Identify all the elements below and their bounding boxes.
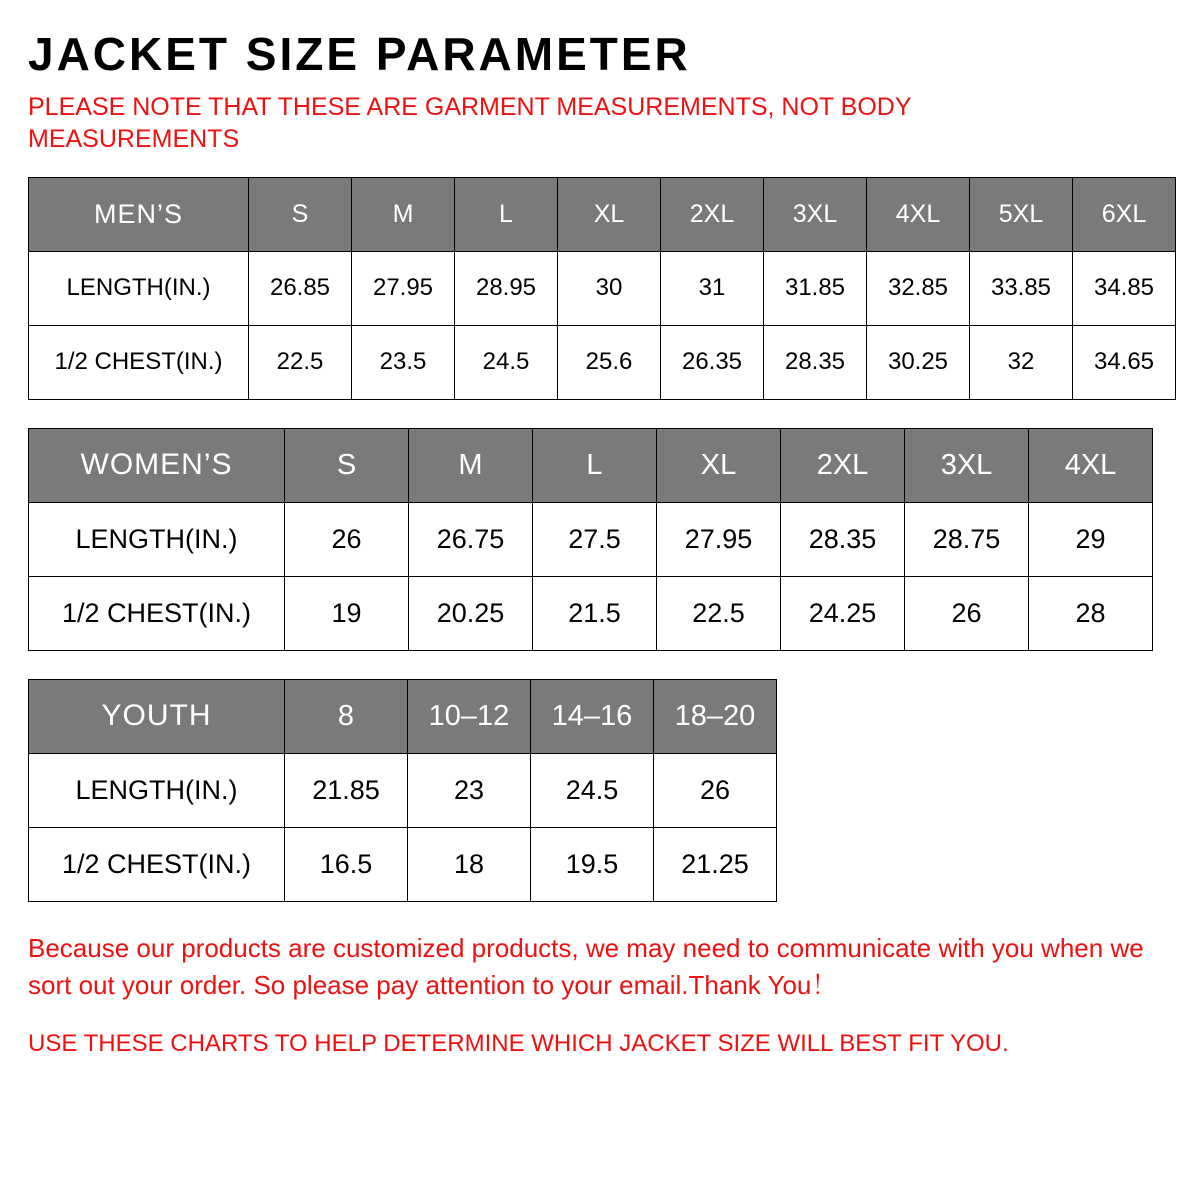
size-header: 10–12 bbox=[408, 679, 531, 753]
customization-notice: Because our products are customized products, we may need to communicate with you when we sort out your order. So please pay attention to your email.Thank You！ bbox=[28, 932, 1144, 1001]
measurement-cell: 26 bbox=[905, 576, 1029, 650]
womens-table-label: WOMEN’S bbox=[29, 428, 285, 502]
table-header-row bbox=[29, 679, 777, 753]
measurement-cell: 28 bbox=[1029, 576, 1153, 650]
measurement-cell: 28.35 bbox=[764, 325, 867, 399]
measurement-cell: 19.5 bbox=[531, 827, 654, 901]
measurement-cell: 26 bbox=[285, 502, 409, 576]
measurement-cell: 31.85 bbox=[764, 251, 867, 325]
table-header-row bbox=[29, 177, 1176, 251]
table-row bbox=[29, 251, 1176, 325]
mens-table-label: MEN’S bbox=[29, 177, 249, 251]
measurement-cell: 26.75 bbox=[409, 502, 533, 576]
measurement-cell: 23.5 bbox=[352, 325, 455, 399]
size-header: M bbox=[352, 177, 455, 251]
measurement-cell: 34.65 bbox=[1073, 325, 1176, 399]
size-header: 6XL bbox=[1073, 177, 1176, 251]
measurement-cell: 30 bbox=[558, 251, 661, 325]
measurement-cell: 28.75 bbox=[905, 502, 1029, 576]
measurement-note: PLEASE NOTE THAT THESE ARE GARMENT MEASUREMENTS, NOT BODY MEASUREMENTS bbox=[28, 93, 912, 153]
youth-size-table bbox=[28, 679, 777, 902]
measurement-cell: 24.5 bbox=[455, 325, 558, 399]
measurement-cell: 19 bbox=[285, 576, 409, 650]
table-row bbox=[29, 827, 777, 901]
chart-usage-notice: USE THESE CHARTS TO HELP DETERMINE WHICH JACKET SIZE WILL BEST FIT YOU. bbox=[28, 1030, 1009, 1058]
table-row bbox=[29, 753, 777, 827]
table-header-row bbox=[29, 428, 1153, 502]
measurement-cell: 27.95 bbox=[657, 502, 781, 576]
measurement-cell: 21.5 bbox=[533, 576, 657, 650]
mens-size-table bbox=[28, 177, 1176, 400]
row-label: LENGTH(IN.) bbox=[29, 502, 285, 576]
measurement-cell: 32.85 bbox=[867, 251, 970, 325]
measurement-cell: 24.25 bbox=[781, 576, 905, 650]
measurement-cell: 21.85 bbox=[285, 753, 408, 827]
size-header: L bbox=[533, 428, 657, 502]
size-header: L bbox=[455, 177, 558, 251]
table-row bbox=[29, 325, 1176, 399]
size-header: 3XL bbox=[764, 177, 867, 251]
size-header: 3XL bbox=[905, 428, 1029, 502]
measurement-cell: 26.85 bbox=[249, 251, 352, 325]
measurement-cell: 23 bbox=[408, 753, 531, 827]
row-label: LENGTH(IN.) bbox=[29, 251, 249, 325]
row-label: 1/2 CHEST(IN.) bbox=[29, 827, 285, 901]
table-row bbox=[29, 576, 1153, 650]
measurement-cell: 20.25 bbox=[409, 576, 533, 650]
size-header: XL bbox=[657, 428, 781, 502]
size-header: 5XL bbox=[970, 177, 1073, 251]
size-header: S bbox=[285, 428, 409, 502]
row-label: 1/2 CHEST(IN.) bbox=[29, 325, 249, 399]
measurement-cell: 18 bbox=[408, 827, 531, 901]
measurement-cell: 33.85 bbox=[970, 251, 1073, 325]
table-row bbox=[29, 502, 1153, 576]
measurement-cell: 22.5 bbox=[657, 576, 781, 650]
measurement-cell: 16.5 bbox=[285, 827, 408, 901]
measurement-cell: 31 bbox=[661, 251, 764, 325]
measurement-cell: 30.25 bbox=[867, 325, 970, 399]
youth-table-label: YOUTH bbox=[29, 679, 285, 753]
measurement-cell: 24.5 bbox=[531, 753, 654, 827]
size-header: 18–20 bbox=[654, 679, 777, 753]
measurement-cell: 27.5 bbox=[533, 502, 657, 576]
measurement-cell: 28.95 bbox=[455, 251, 558, 325]
size-header: 14–16 bbox=[531, 679, 654, 753]
measurement-cell: 27.95 bbox=[352, 251, 455, 325]
womens-size-table bbox=[28, 428, 1153, 651]
size-header: M bbox=[409, 428, 533, 502]
size-header: 2XL bbox=[661, 177, 764, 251]
size-header: 8 bbox=[285, 679, 408, 753]
size-header: 4XL bbox=[867, 177, 970, 251]
measurement-cell: 34.85 bbox=[1073, 251, 1176, 325]
size-header: 4XL bbox=[1029, 428, 1153, 502]
size-header: S bbox=[249, 177, 352, 251]
measurement-cell: 26.35 bbox=[661, 325, 764, 399]
measurement-cell: 21.25 bbox=[654, 827, 777, 901]
measurement-cell: 29 bbox=[1029, 502, 1153, 576]
measurement-cell: 32 bbox=[970, 325, 1073, 399]
measurement-cell: 25.6 bbox=[558, 325, 661, 399]
row-label: LENGTH(IN.) bbox=[29, 753, 285, 827]
measurement-cell: 22.5 bbox=[249, 325, 352, 399]
page-title: JACKET SIZE PARAMETER bbox=[28, 28, 691, 80]
size-header: XL bbox=[558, 177, 661, 251]
measurement-cell: 26 bbox=[654, 753, 777, 827]
row-label: 1/2 CHEST(IN.) bbox=[29, 576, 285, 650]
measurement-cell: 28.35 bbox=[781, 502, 905, 576]
size-header: 2XL bbox=[781, 428, 905, 502]
